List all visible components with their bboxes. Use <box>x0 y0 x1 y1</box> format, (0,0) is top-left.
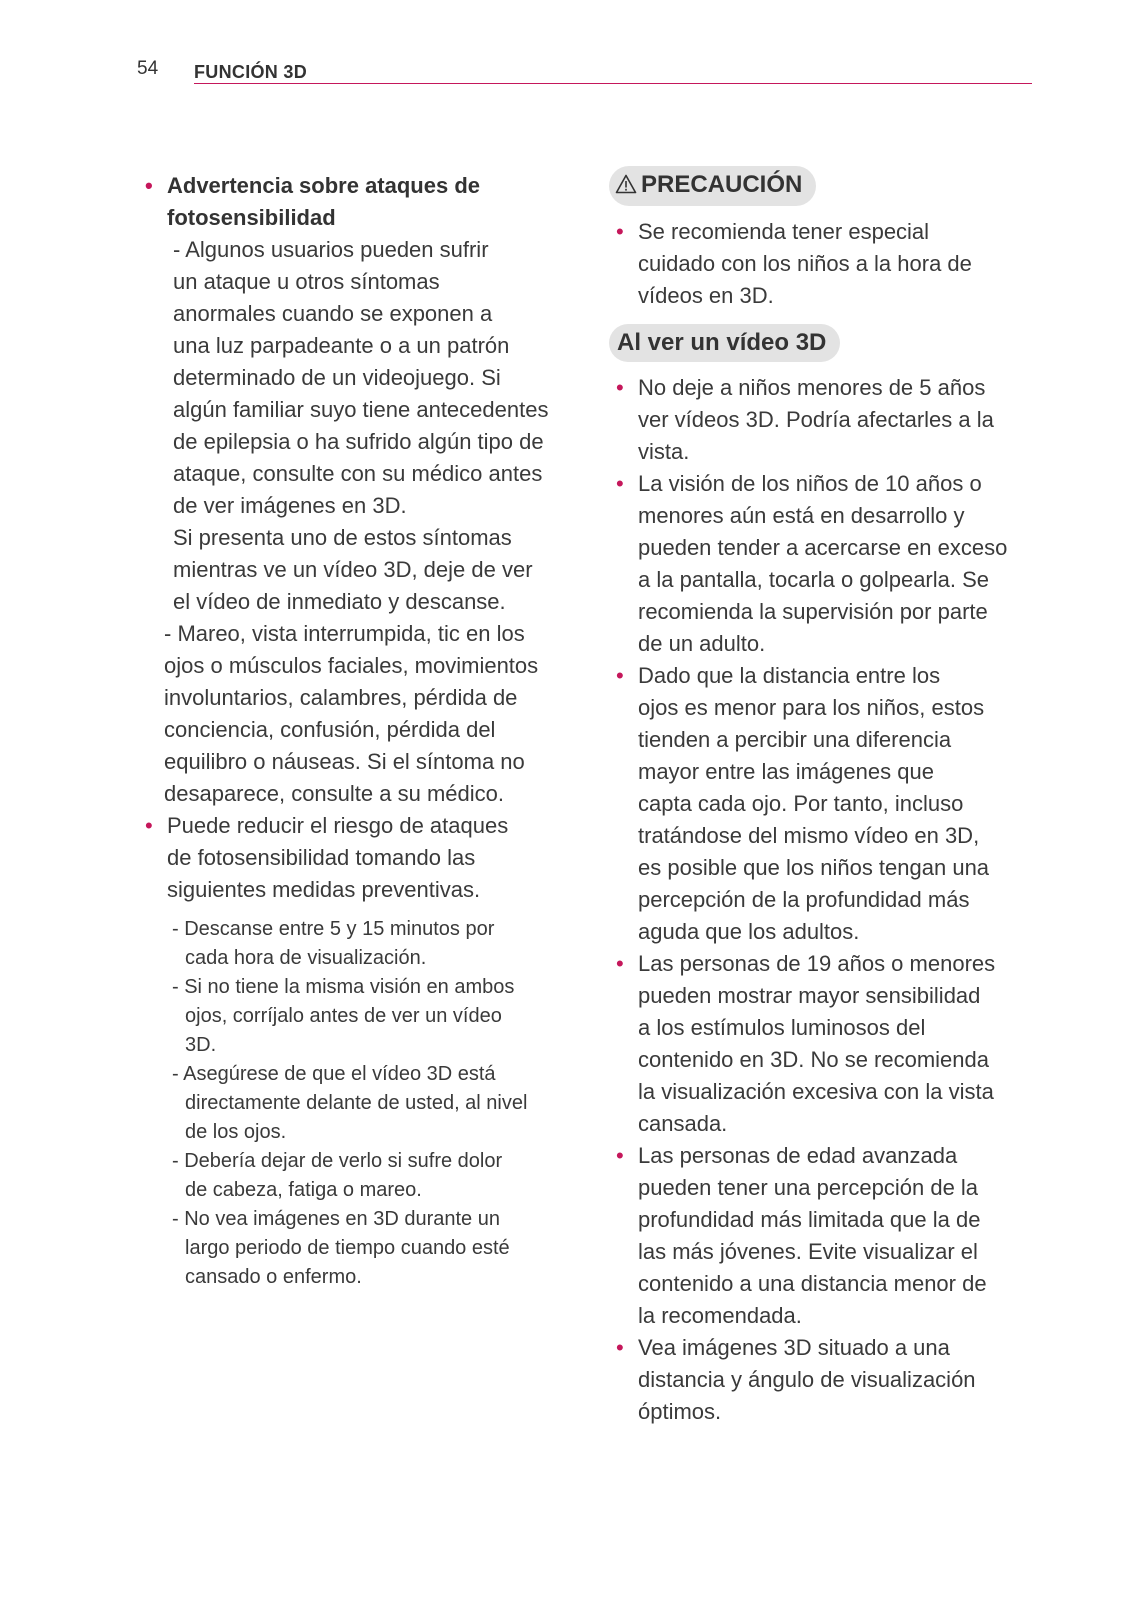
right-column <box>614 166 1034 1428</box>
left-column <box>143 170 563 1292</box>
viewing-bullet: • Las personas de edad avanzada pueden tener una percepción de la profundidad más limitada que la de las más jóvenes. Evite visualizar el contenido a una distancia menor de la recomendada. <box>614 1140 1034 1332</box>
viewing-bullet: • No deje a niños menores de 5 años ver vídeos 3D. Podría afectarles a la vista. <box>614 372 1034 468</box>
prevention-item: - Debería dejar de verlo si sufre dolor de cabeza, fatiga o mareo. <box>172 1150 503 1201</box>
warning-bullet-title: • Advertencia sobre ataques de fotosensibilidad <box>143 170 563 234</box>
caution-label: PRECAUCIÓN <box>641 171 803 198</box>
page-number: 54 <box>137 58 159 79</box>
prevention-item: - No vea imágenes en 3D durante un largo periodo de tiempo cuando esté cansado o enfermo. <box>172 1208 510 1288</box>
prevention-bullet: • Puede reducir el riesgo de ataques de fotosensibilidad tomando las siguientes medidas preventivas. <box>143 810 563 906</box>
warning-paragraph-2: - Mareo, vista interrumpida, tic en los ojos o músculos faciales, movimientos involuntarios, calambres, pérdida de conciencia, confusión, pérdida del equilibro o náuseas. Si el síntoma no desaparece, consulte a su médico. <box>164 621 539 806</box>
section-header-title: FUNCIÓN 3D <box>194 62 308 82</box>
prevention-list <box>143 915 563 1292</box>
viewing-bullet: • La visión de los niños de 10 años o menores aún está en desarrollo y pueden tender a acercarse en exceso a la pantalla, tocarla o golpearla. Se recomienda la supervisión por parte de un adulto. <box>614 468 1034 660</box>
caution-pill <box>609 166 816 206</box>
prevention-item: - Asegúrese de que el vídeo 3D está directamente delante de usted, al nivel de los ojos. <box>172 1063 528 1143</box>
prevention-item: - Descanse entre 5 y 15 minutos por cada hora de visualización. <box>172 918 495 969</box>
warning-paragraph-1: - Algunos usuarios pueden sufrir un ataque u otros síntomas anormales cuando se exponen a una luz parpadeante o a un patrón determinado de un videojuego. Si algún familiar suyo tiene antecedentes de epilepsia o ha sufrido algún tipo de ataque, consulte con su médico antes de ver imágenes en 3D. Si presenta uno de estos síntomas mientras ve un vídeo 3D, deje de ver el vídeo de inmediato y descanse. <box>173 237 549 614</box>
viewing-bullet: • Las personas de 19 años o menores pueden mostrar mayor sensibilidad a los estímulos luminosos del contenido en 3D. No se recomienda la visualización excesiva con la vista cansada. <box>614 948 1034 1140</box>
warning-triangle-icon <box>615 171 637 203</box>
viewing-bullet: • Dado que la distancia entre los ojos es menor para los niños, estos tienden a percibir una diferencia mayor entre las imágenes que capta cada ojo. Por tanto, incluso tratándose del mismo vídeo en 3D, es posible que los niños tengan una percepción de la profundidad más aguda que los adultos. <box>614 660 1034 948</box>
prevention-item: - Si no tiene la misma visión en ambos ojos, corríjalo antes de ver un vídeo 3D. <box>172 976 515 1056</box>
caution-text: • Se recomienda tener especial cuidado con los niños a la hora de vídeos en 3D. <box>614 216 1034 312</box>
section-pill-3d: Al ver un vídeo 3D <box>609 324 840 362</box>
header-rule <box>194 83 1032 84</box>
viewing-bullet: • Vea imágenes 3D situado a una distancia y ángulo de visualización óptimos. <box>614 1332 1034 1428</box>
viewing-list <box>614 372 1034 1428</box>
